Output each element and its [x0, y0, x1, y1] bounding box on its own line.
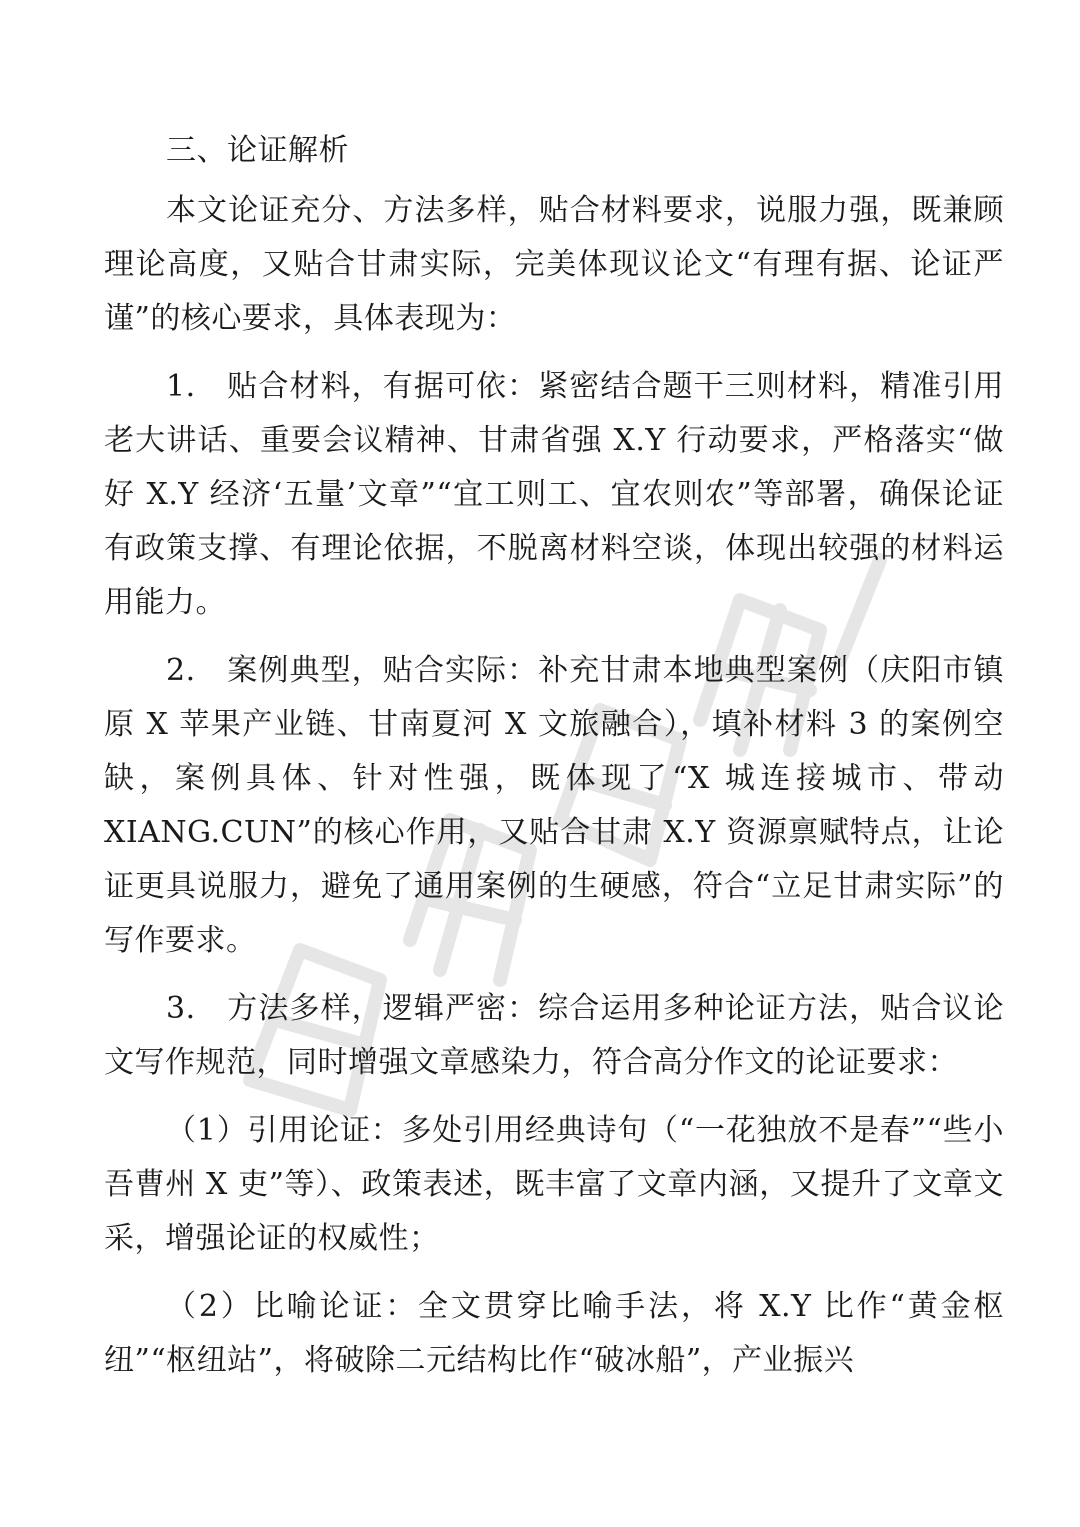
document-body [104, 124, 1004, 1402]
intro-paragraph: 本文论证充分、方法多样，贴合材料要求，说服力强，既兼顾理论高度，又贴合甘肃实际，完美体现议论文“有理有据、论证严谨”的核心要求，具体表现为： [104, 193, 1004, 336]
point-3-paragraph: 3. 方法多样，逻辑严密：综合运用多种论证方法，贴合议论文写作规范，同时增强文章感染力，符合高分作文的论证要求： [104, 991, 1004, 1080]
point-1-paragraph: 1. 贴合材料，有据可依：紧密结合题干三则材料，精准引用老大讲话、重要会议精神、甘肃省强 X.Y 行动要求，严格落实“做好 X.Y 经济‘五量’文章”“宜工则工、宜农则农”等部署，确保论证有政策支撑、有理论依据，不脱离材料空谈，体现出较强的材料运用能力。 [104, 369, 1004, 620]
sub-point-2-paragraph: （2）比喻论证：全文贯穿比喻手法，将 X.Y 比作“黄金枢纽”“枢纽站”，将破除二元结构比作“破冰船”，产业振兴 [104, 1289, 1004, 1378]
point-2-paragraph: 2. 案例典型，贴合实际：补充甘肃本地典型案例（庆阳市镇原 X 苹果产业链、甘南夏河 X 文旅融合），填补材料 3 的案例空缺，案例具体、针对性强，既体现了“X 城连接城市、带动 XIANG.CUN”的核心作用，又贴合甘肃 X.Y 资源禀赋特点，让论证更具说服力，避免了通用案例的生硬感，符合“立足甘肃实际”的写作要求。 [104, 653, 1004, 958]
section-heading: 三、论证解析 [166, 133, 349, 168]
sub-point-1-paragraph: （1）引用论证：多处引用经典诗句（“一花独放不是春”“些小吾曹州 X 吏”等）、政策表述，既丰富了文章内涵，又提升了文章文采，增强论证的权威性； [104, 1113, 1004, 1256]
